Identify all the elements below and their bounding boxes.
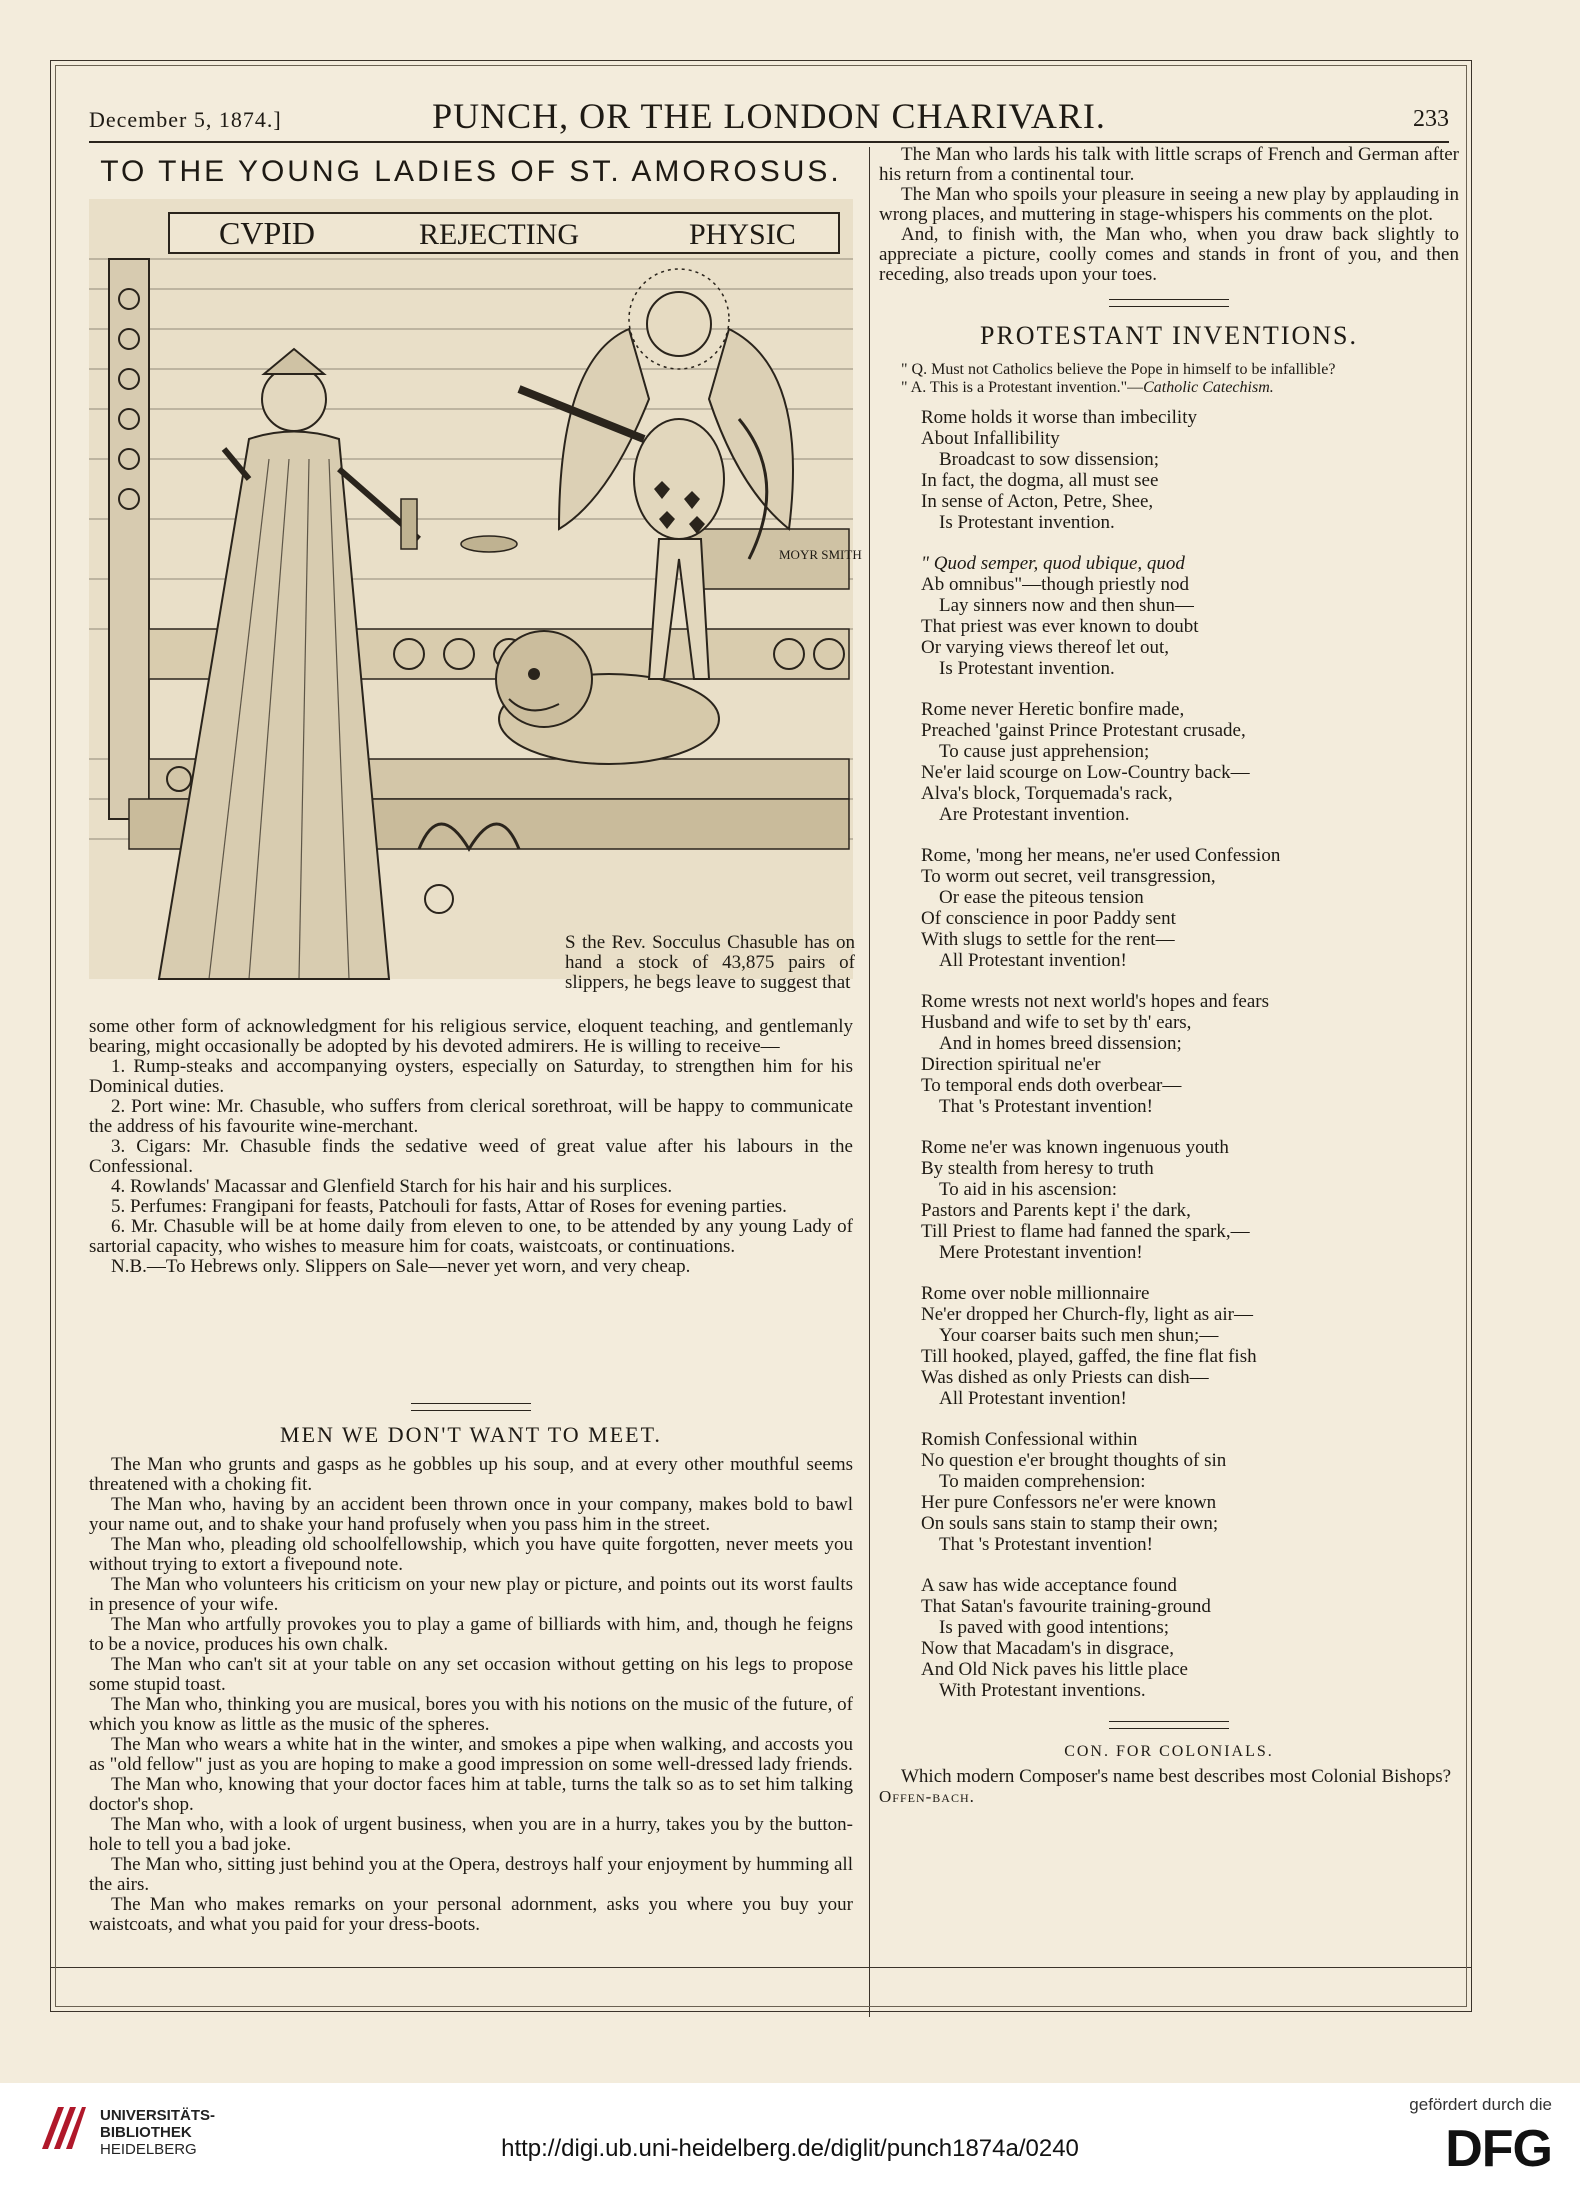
poem-line: To maiden comprehension: <box>939 1471 1146 1492</box>
colonials-title: CON. FOR COLONIALS. <box>1064 1743 1274 1760</box>
men-paragraph: The Man who can't sit at your table on any set occasion without getting on his legs to propose some stupid toast. <box>89 1654 853 1695</box>
men-paragraph: The Man who, having by an accident been thrown once in your company, makes bold to bawl your name out, and to shake your hand profusely when you pass him in the street. <box>89 1494 853 1535</box>
banner-rejecting: REJECTING <box>419 218 579 251</box>
men-paragraph: The Man who, thinking you are musical, bores you with his notions on the music of the future, of which you know as little as the music of the spheres. <box>89 1694 853 1735</box>
library-footer <box>0 2083 1580 2207</box>
poem-line: Is Protestant invention. <box>939 658 1115 679</box>
men-paragraph: The Man who wears a white hat in the winter, and smokes a pipe when walking, and accosts you as "old fellow" just as you are hoping to make a good impression on some well-dressed lady friends. <box>89 1734 853 1775</box>
poem-line: In sense of Acton, Petre, Shee, <box>921 491 1154 512</box>
men-section <box>89 1389 853 1935</box>
amorosus-item: 4. Rowlands' Macassar and Glenfield Starch for his hair and his surplices. <box>111 1176 673 1197</box>
poem-line: To cause just apprehension; <box>939 741 1150 762</box>
amorosus-intro-bottom: some other form of acknowledgment for his religious service, eloquent teaching, and gentlemanly bearing, might occasionally be adopted by his devoted admirers. He is willing to receive— <box>89 1016 853 1057</box>
left-column <box>89 149 862 1935</box>
men-paragraph: The Man who grunts and gasps as he gobbles up his soup, and at every other mouthful seems threatened with a choking fit. <box>89 1454 853 1495</box>
poem-line: Or varying views thereof let out, <box>921 637 1169 658</box>
masthead-title: PUNCH, OR THE LONDON CHARIVARI. <box>432 96 1106 136</box>
page-number: 233 <box>1413 106 1449 132</box>
poem-line: No question e'er brought thoughts of sin <box>921 1450 1227 1471</box>
poem-line: Broadcast to sow dissension; <box>939 449 1160 470</box>
poem-line: Rome holds it worse than imbecility <box>921 407 1197 428</box>
poem-line: Rome wrests not next world's hopes and fears <box>921 991 1269 1012</box>
poem-line: Till hooked, played, gaffed, the fine flat fish <box>921 1346 1257 1367</box>
epigraph-source: Catholic Catechism. <box>1143 379 1274 396</box>
men-title: MEN WE DON'T WANT TO MEET. <box>280 1422 662 1447</box>
poem-line: " Quod semper, quod ubique, quod <box>921 553 1185 574</box>
amorosus-item: 1. Rump-steaks and accompanying oysters, especially on Saturday, to strengthen him for his Dominical duties. <box>89 1056 853 1097</box>
amorosus-item: 3. Cigars: Mr. Chasuble finds the sedative weed of great value after his labours in the Confessional. <box>89 1136 853 1177</box>
poem-line: To aid in his ascension: <box>939 1179 1118 1200</box>
amorosus-item: 6. Mr. Chasuble will be at home daily from eleven to one, to be attended by any young Lady of sartorial capacity, who wishes to measure him for coats, waistcoats, or continuations. <box>89 1216 853 1257</box>
artist-signature: MOYR SMITH <box>779 547 862 562</box>
banner-physic: PHYSIC <box>689 218 796 251</box>
poem-line: Are Protestant invention. <box>939 804 1130 825</box>
poem-stanza <box>879 553 1459 679</box>
poem-line: And Old Nick paves his little place <box>921 1659 1188 1680</box>
men-paragraph: The Man who, with a look of urgent business, when you are in a hurry, takes you by the button-hole to tell you a bad joke. <box>89 1814 853 1855</box>
poem-line: All Protestant invention! <box>939 950 1127 971</box>
poem-line: Or ease the piteous tension <box>939 887 1144 908</box>
poem-stanza <box>879 845 1459 971</box>
amorosus-title: TO THE YOUNG LADIES OF ST. AMOROSUS. <box>100 155 842 188</box>
dfg-logo: DFG <box>1445 2120 1552 2178</box>
university-name-line: UNIVERSITÄTS- <box>100 2107 216 2124</box>
amorosus-item: N.B.—To Hebrews only. Slippers on Sale—never yet worn, and very cheap. <box>111 1256 691 1277</box>
poem-line: Is Protestant invention. <box>939 512 1115 533</box>
source-url-link[interactable]: http://digi.ub.uni-heidelberg.de/diglit/punch1874a/0240 <box>501 2135 1079 2162</box>
amorosus-body <box>89 1017 853 1277</box>
poem-line: Alva's block, Torquemada's rack, <box>921 783 1173 804</box>
poem-line: Direction spiritual ne'er <box>921 1054 1101 1075</box>
poem-line: Rome, 'mong her means, ne'er used Confession <box>921 845 1281 866</box>
poem-line: That 's Protestant invention! <box>939 1096 1153 1117</box>
column-separator <box>869 147 870 2017</box>
poem-line: Mere Protestant invention! <box>939 1242 1143 1263</box>
protestant-poem <box>879 407 1459 1701</box>
banner-cupid: CVPID <box>219 215 316 251</box>
poem-stanza <box>879 991 1459 1117</box>
poem-line: Lay sinners now and then shun— <box>939 595 1194 616</box>
poem-line: Ab omnibus"—though priestly nod <box>921 574 1189 595</box>
poem-line: On souls sans stain to stamp their own; <box>921 1513 1219 1534</box>
poem-line: Romish Confessional within <box>921 1429 1138 1450</box>
men-paragraph: The Man who artfully provokes you to play a game of billiards with him, and, though he feigns to be a novice, produces his own chalk. <box>89 1614 853 1655</box>
poem-line: Of conscience in poor Paddy sent <box>921 908 1176 929</box>
poem-line: A saw has wide acceptance found <box>921 1575 1177 1596</box>
poem-line: Rome ne'er was known ingenuous youth <box>921 1137 1229 1158</box>
poem-line: With Protestant inventions. <box>939 1680 1146 1701</box>
men-paragraph: The Man who spoils your pleasure in seeing a new play by applauding in wrong places, and muttering in stage-whispers his comments on the plot. <box>879 184 1459 225</box>
poem-line: Is paved with good intentions; <box>939 1617 1170 1638</box>
university-name-line: BIBLIOTHEK <box>100 2124 192 2141</box>
poem-line: Preached 'gainst Prince Protestant crusade, <box>921 720 1246 741</box>
poem-line: Husband and wife to set by th' ears, <box>921 1012 1192 1033</box>
poem-stanza <box>879 1137 1459 1263</box>
page-header <box>89 81 1449 143</box>
university-name-line: HEIDELBERG <box>100 2141 197 2158</box>
poem-stanza <box>879 699 1459 825</box>
colonials-answer: Offen-bach. <box>879 1787 975 1806</box>
poem-line: To temporal ends doth overbear— <box>921 1075 1182 1096</box>
poem-stanza <box>879 1283 1459 1409</box>
epigraph-question: " Q. Must not Catholics believe the Pope in himself to be infallible? <box>901 361 1336 378</box>
bottom-rule <box>51 1967 1471 1968</box>
poem-line: That Satan's favourite training-ground <box>921 1596 1211 1617</box>
colonials-question: Which modern Composer's name best describes most Colonial Bishops? <box>901 1766 1452 1787</box>
poem-line: Now that Macadam's in disgrace, <box>921 1638 1174 1659</box>
men-paragraph: The Man who, pleading old schoolfellowship, which you have quite forgotten, never meets you without trying to extort a fivepound note. <box>89 1534 853 1575</box>
poem-line: With slugs to settle for the rent— <box>921 929 1175 950</box>
poem-line: Was dished as only Priests can dish— <box>921 1367 1209 1388</box>
amorosus-intro-top: S the Rev. Socculus Chasuble has on hand a stock of 43,875 pairs of slippers, he begs leave to suggest that <box>565 932 855 993</box>
section-rule <box>1109 1721 1229 1729</box>
section-rule <box>1109 299 1229 307</box>
poem-stanza <box>879 1575 1459 1701</box>
sponsor-label: gefördert durch die <box>1409 2095 1552 2114</box>
protestant-epigraph <box>879 361 1459 397</box>
poem-line: To worm out secret, veil transgression, <box>921 866 1216 887</box>
men-paragraph: The Man who volunteers his criticism on your new play or picture, and points out its worst faults in presence of your wife. <box>89 1574 853 1615</box>
poem-line: That priest was ever known to doubt <box>921 616 1199 637</box>
cartoon-illustration <box>89 199 862 979</box>
newspaper-page <box>50 60 1472 2012</box>
poem-line: In fact, the dogma, all must see <box>921 470 1159 491</box>
poem-line: All Protestant invention! <box>939 1388 1127 1409</box>
poem-line: Your coarser baits such men shun;— <box>939 1325 1219 1346</box>
poem-line: Pastors and Parents kept i' the dark, <box>921 1200 1191 1221</box>
poem-stanza <box>879 407 1459 533</box>
right-column <box>879 145 1459 1807</box>
poem-line: That 's Protestant invention! <box>939 1534 1153 1555</box>
poem-line: Ne'er dropped her Church-fly, light as air— <box>921 1304 1253 1325</box>
men-paragraph: The Man who makes remarks on your personal adornment, asks you where you buy your waistcoats, and what you paid for your dress-boots. <box>89 1894 853 1935</box>
men-paragraph: The Man who lards his talk with little scraps of French and German after his return from a continental tour. <box>879 144 1459 185</box>
poem-line: And in homes breed dissension; <box>939 1033 1182 1054</box>
section-rule <box>411 1403 531 1411</box>
men-paragraph: The Man who, sitting just behind you at the Opera, destroys half your enjoyment by humming all the airs. <box>89 1854 853 1895</box>
protestant-title: PROTESTANT INVENTIONS. <box>980 321 1358 350</box>
cartoon-drawing <box>89 199 862 979</box>
poem-line: By stealth from heresy to truth <box>921 1158 1154 1179</box>
amorosus-item: 5. Perfumes: Frangipani for feasts, Patchouli for fasts, Attar of Roses for evening parties. <box>111 1196 787 1217</box>
amorosus-item: 2. Port wine: Mr. Chasuble, who suffers from clerical sorethroat, will be happy to communicate the address of his favourite wine-merchant. <box>89 1096 853 1137</box>
epigraph-answer: " A. This is a Protestant invention."— <box>901 379 1144 396</box>
poem-line: Her pure Confessors ne'er were known <box>921 1492 1217 1513</box>
poem-stanza <box>879 1429 1459 1555</box>
men-paragraph: And, to finish with, the Man who, when you draw back slightly to appreciate a picture, coolly comes and stands in front of you, and then receding, also treads upon your toes. <box>879 224 1459 285</box>
poem-line: Rome over noble millionnaire <box>921 1283 1150 1304</box>
poem-line: Till Priest to flame had fanned the spark,— <box>921 1221 1250 1242</box>
men-continued <box>879 145 1459 285</box>
poem-line: About Infallibility <box>921 428 1060 449</box>
poem-line: Ne'er laid scourge on Low-Country back— <box>921 762 1250 783</box>
men-paragraph: The Man who, knowing that your doctor faces him at table, turns the talk so as to set him talking doctor's shop. <box>89 1774 853 1815</box>
issue-date: December 5, 1874.] <box>89 107 282 132</box>
poem-line: Rome never Heretic bonfire made, <box>921 699 1185 720</box>
